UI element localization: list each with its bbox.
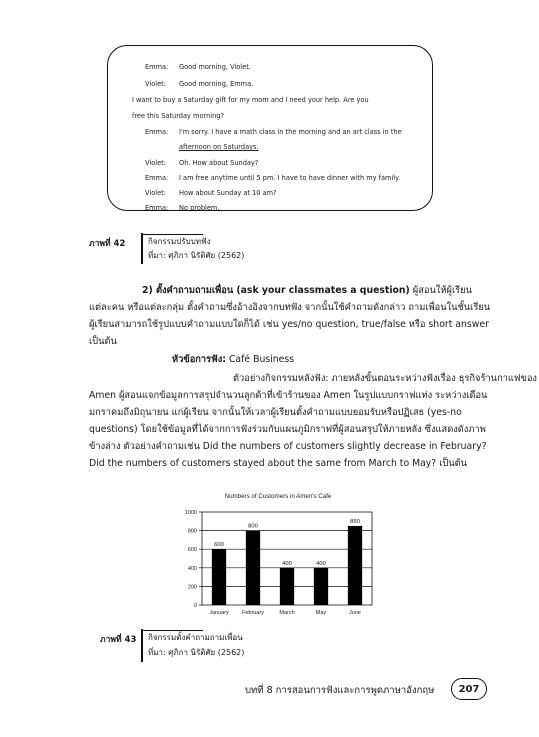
y-tick-label: 1000 — [184, 510, 197, 516]
paragraph-line: แต่ละคน หรือแต่ละกลุ่ม ตั้งคำถามซึ่งอ้างอิงจากบทฟัง จากนั้นใช้คำถามดังกล่าว ถามเพื่อนในชั้นเรียน — [89, 302, 491, 313]
bar — [348, 526, 362, 605]
y-tick-label: 400 — [187, 565, 197, 572]
speaker-label: Violet: — [145, 189, 166, 197]
chart-title: Numbers of Customers in Amen's Cafe — [224, 493, 332, 500]
y-tick-label: 600 — [187, 547, 197, 554]
utterance-continuation: afternoon on Saturdays. — [179, 143, 259, 151]
figure-source: ที่มา: ศุภิกา นิรัติศัย (2562) — [148, 251, 245, 260]
x-tick-label: January — [209, 610, 229, 616]
utterance: How about Sunday at 10 am? — [179, 189, 277, 197]
utterance: Good morning, Emma. — [179, 80, 254, 88]
topic-label: หัวข้อการฟัง: — [172, 354, 226, 365]
paragraph-line: เป็นต้น — [89, 336, 117, 347]
y-tick-label: 800 — [187, 528, 197, 535]
page-number-badge — [451, 678, 487, 700]
y-tick-label: 0 — [193, 603, 197, 609]
page-number: 207 — [458, 683, 480, 695]
paragraph-line: Did the numbers of customers stayed about the same from March to May? เป็นต้น — [89, 458, 468, 469]
caption-rule — [141, 630, 203, 631]
x-tick-label: May — [315, 610, 327, 616]
utterance: I am free anytime until 5 pm. I have to have dinner with my family. — [179, 174, 401, 182]
x-tick-label: February — [241, 610, 265, 616]
speaker-label: Violet: — [145, 159, 166, 167]
paragraph-line: ข้างล่าง ตัวอย่างคำถามเช่น Did the numbers of customers slightly decrease in February? — [89, 441, 487, 452]
paragraph-line: Amen ผู้สอนแจกข้อมูลการสรุปจำนวนลูกค้าที่เข้าร้านของ Amen ในรูปแบบกราฟแท่ง ระหว่างเดือน — [89, 390, 488, 401]
caption-divider — [141, 233, 143, 264]
bar — [212, 549, 226, 605]
speaker-label: Violet: — [145, 80, 166, 88]
bar — [314, 568, 328, 605]
figure-title: กิจกรรมปรับบทฟัง — [148, 237, 211, 246]
utterance: No problem. — [179, 204, 220, 212]
utterance: I'm sorry. I have a math class in the morning and an art class in the — [179, 128, 402, 136]
y-tick-label: 200 — [187, 584, 197, 591]
section-heading: 2) ตั้งคำถามถามเพื่อน (ask your classmates a question) — [142, 285, 410, 296]
bar-data-label: 400 — [316, 560, 326, 567]
caption-rule — [141, 234, 203, 235]
topic-value: Café Business — [225, 354, 295, 365]
x-tick-label: March — [279, 610, 295, 616]
customers-bar-chart — [160, 485, 380, 625]
bar-data-label: 800 — [248, 523, 258, 530]
paragraph-line: ผู้เรียนสามารถใช้รูปแบบคำถามแบบใดก็ได้ เช่น yes/no question, true/false หรือ short answer — [89, 319, 489, 330]
utterance-continuation: free this Saturday morning? — [132, 112, 224, 120]
utterance: Good morning, Violet. — [179, 63, 251, 71]
section-heading-line — [142, 282, 472, 300]
paragraph-line: ตัวอย่างกิจกรรมหลังฟัง: ภายหลังขั้นตอนระหว่างฟังเรื่อง ธุรกิจร้านกาแฟของ — [233, 373, 537, 384]
speaker-label: Emma: — [145, 174, 169, 182]
speaker-label: Emma: — [145, 204, 169, 212]
speaker-label: Emma: — [145, 63, 169, 71]
figure-source: ที่มา: ศุภิกา นิรัติศัย (2562) — [148, 648, 245, 657]
bar — [280, 568, 294, 605]
bar — [246, 531, 260, 605]
caption-divider — [141, 629, 143, 662]
bar-data-label: 400 — [282, 560, 292, 567]
figure-label: ภาพที่ 42 — [89, 239, 126, 249]
x-tick-label: June — [349, 610, 361, 616]
topic-line — [172, 351, 294, 369]
bar-data-label: 850 — [350, 518, 360, 525]
figure-label: ภาพที่ 43 — [100, 635, 137, 645]
paragraph-line: มกราคมถึงมิถุนายน แก่ผู้เรียน จากนั้นให้เวลาผู้เรียนตั้งคำถามแบบยอมรับหรือปฏิเสธ (yes-no — [89, 407, 462, 418]
chapter-footer: บทที่ 8 การสอนการฟังและการพูดภาษาอังกฤษ — [245, 685, 435, 696]
utterance-continuation: I want to buy a Saturday gift for my mom and I need your help. Are you — [132, 96, 369, 104]
paragraph-line: questions) โดยใช้ข้อมูลที่ได้จากการฟังร่วมกับแผนภูมิกราฟที่ผู้สอนสรุปให้ภายหลัง ซึ่งแสดงดังภาพ — [89, 424, 486, 435]
bar-data-label: 600 — [214, 542, 224, 549]
section-text: ผู้สอนให้ผู้เรียน — [409, 285, 472, 296]
speaker-label: Emma: — [145, 128, 169, 136]
figure-title: กิจกรรมตั้งคำถามถามเพื่อน — [148, 633, 243, 642]
utterance: Oh. How about Sunday? — [179, 159, 259, 167]
